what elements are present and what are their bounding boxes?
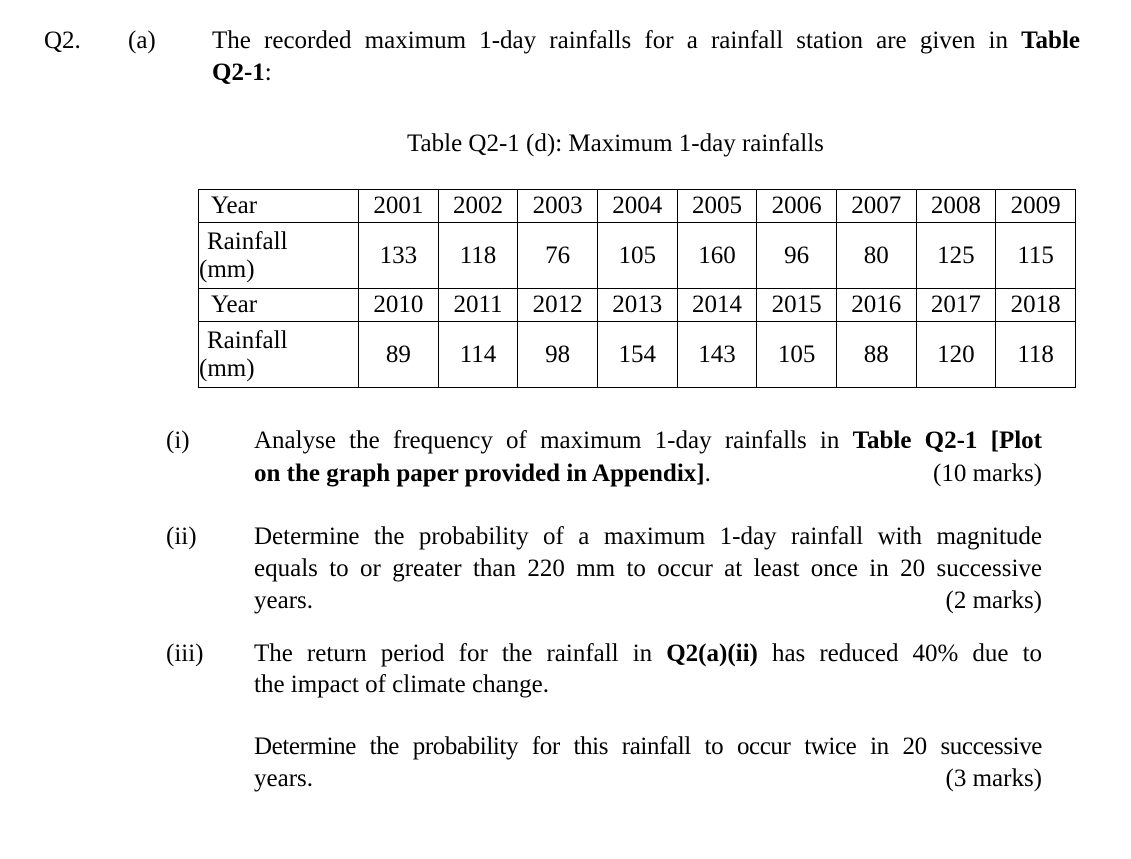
intro-line-2 [212, 57, 272, 89]
year-cell: 2013 [597, 289, 677, 322]
year-label: Year [211, 192, 258, 219]
subq-ii-line-2: equals to or greater than 220 mm to occur at least once in 20 successive [254, 555, 1042, 582]
rainfall-label-cell [199, 322, 359, 388]
rainfall-cell: 96 [757, 223, 837, 289]
rainfall-cell: 88 [836, 322, 916, 388]
year-cell: 2006 [757, 190, 837, 223]
intro-bold-table: Table [1021, 27, 1080, 54]
rainfall-cell: 120 [916, 322, 996, 388]
rainfall-cell: 133 [359, 223, 439, 289]
intro-colon: : [264, 59, 272, 86]
subq-iii-text-post: has reduced 40% due to [771, 640, 1043, 667]
year-cell: 2015 [757, 289, 837, 322]
year-cell: 2008 [916, 190, 996, 223]
rainfall-cell: 160 [677, 223, 757, 289]
subq-iii-line-1 [254, 638, 1042, 670]
rainfall-cell: 105 [597, 223, 677, 289]
intro-bold-ref: Q2-1 [212, 59, 265, 86]
year-cell: 2007 [836, 190, 916, 223]
rainfall-label: Rainfall [207, 227, 288, 255]
question-number: Q2. [44, 27, 81, 54]
rainfall-cell: 105 [757, 322, 837, 388]
intro-line-1 [212, 25, 1080, 57]
subq-iii-bold: Q2(a)(ii) [666, 640, 758, 667]
table-row-years-2 [199, 289, 1076, 322]
table-row-years-1 [199, 190, 1076, 223]
subq-i-line-2 [254, 458, 1042, 490]
year-cell: 2003 [518, 190, 598, 223]
subq-i-line-1 [254, 425, 1042, 457]
year-cell: 2017 [916, 289, 996, 322]
rainfall-cell: 118 [996, 322, 1076, 388]
year-cell: 2016 [836, 289, 916, 322]
rainfall-label-cell [199, 223, 359, 289]
rainfall-cell: 76 [518, 223, 598, 289]
year-cell: 2002 [438, 190, 518, 223]
rainfall-cell: 125 [916, 223, 996, 289]
subq-i-text: Analyse the frequency of maximum 1-day rainfalls in [254, 427, 840, 454]
subq-ii-marks: (2 marks) [945, 587, 1042, 614]
year-cell: 2009 [996, 190, 1076, 223]
question-part: (a) [128, 27, 156, 54]
rainfall-label: Rainfall [207, 326, 288, 354]
rainfall-cell: 80 [836, 223, 916, 289]
subq-i-number: (i) [166, 427, 190, 454]
subq-ii-line-1: Determine the probability of a maximum 1-day rainfall with magnitude [254, 523, 1042, 550]
year-label: Year [211, 291, 258, 318]
subq-i-marks: (10 marks) [933, 460, 1042, 487]
table-caption: Table Q2-1 (d): Maximum 1-day rainfalls [407, 130, 824, 157]
year-cell: 2001 [359, 190, 439, 223]
year-cell: 2014 [677, 289, 757, 322]
table-row-rainfall-2 [199, 322, 1076, 388]
table-row-rainfall-1 [199, 223, 1076, 289]
rainfall-cell: 98 [518, 322, 598, 388]
subq-ii-number: (ii) [166, 523, 197, 550]
subq-iii-number: (iii) [166, 640, 204, 667]
rainfall-cell: 154 [597, 322, 677, 388]
subq-i-bold: Table Q2-1 [Plot [852, 427, 1043, 454]
rainfall-unit: (mm) [199, 354, 255, 382]
year-cell: 2004 [597, 190, 677, 223]
rainfall-cell: 89 [359, 322, 439, 388]
year-cell: 2018 [996, 289, 1076, 322]
year-label-cell [199, 289, 359, 322]
rainfall-cell: 143 [677, 322, 757, 388]
subq-i-period: . [704, 460, 711, 487]
year-cell: 2011 [438, 289, 518, 322]
rainfall-cell: 114 [438, 322, 518, 388]
rainfall-table [198, 189, 1076, 388]
subq-iii-text-end: years. [254, 765, 313, 792]
year-cell: 2010 [359, 289, 439, 322]
year-label-cell [199, 190, 359, 223]
subq-iii-text-pre: The return period for the rainfall in [254, 640, 653, 667]
subq-iii-marks: (3 marks) [945, 765, 1042, 792]
year-cell: 2012 [518, 289, 598, 322]
subq-ii-text-end: years. [254, 587, 313, 614]
subq-i-bold-2: on the graph paper provided in Appendix] [254, 460, 705, 487]
intro-text: The recorded maximum 1-day rainfalls for a rainfall station are given in [212, 27, 1008, 54]
rainfall-unit: (mm) [199, 255, 255, 283]
subq-iii-line-3: Determine the probability for this rainfall to occur twice in 20 successive [254, 733, 1042, 760]
rainfall-cell: 115 [996, 223, 1076, 289]
year-cell: 2005 [677, 190, 757, 223]
subq-iii-line-2: the impact of climate change. [254, 671, 550, 698]
subq-ii-line-3 [254, 585, 1042, 617]
rainfall-cell: 118 [438, 223, 518, 289]
subq-iii-line-4 [254, 763, 1042, 795]
